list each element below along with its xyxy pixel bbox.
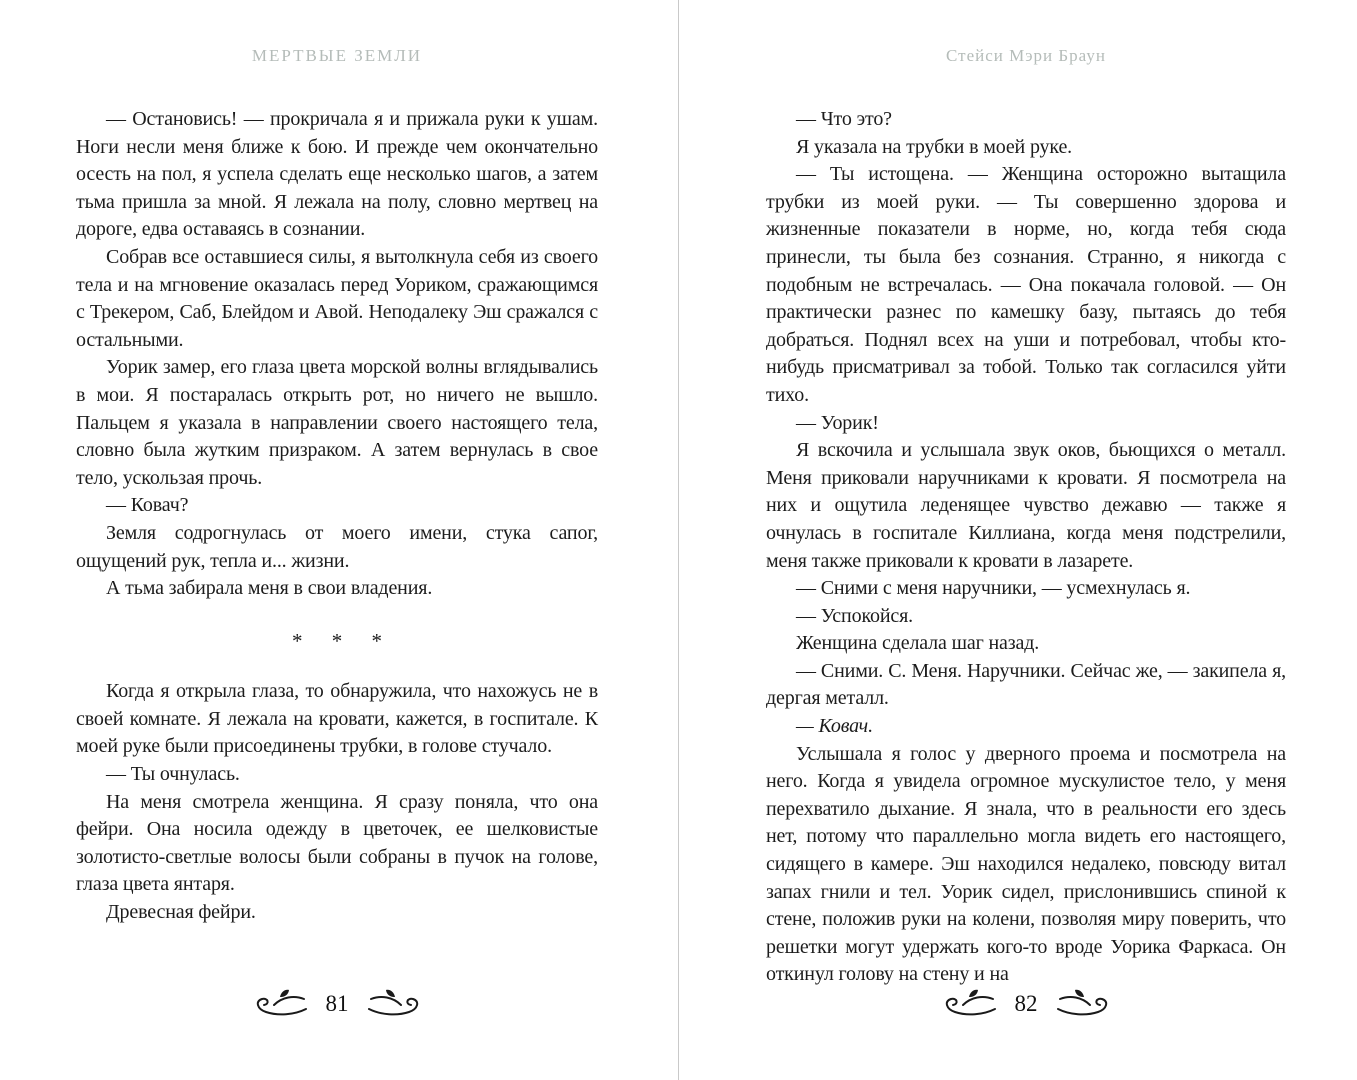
left-page-text [76, 106, 598, 927]
paragraph: — Ты истощена. — Женщина осторожно вытащила трубки из моей руки. — Ты совершенно здорова и жизненные показатели в норме, но, когда тебя сюда принесли, ты была без сознания. Странно, я никогда с подобным не встречалась. — Она покачала головой. — Он практически разнес по камешку базу, пытаясь до тебя добраться. Поднял всех на уши и потребовал, чтобы кто-нибудь присматривал за тобой. Только так согласился уйти тихо. [766, 163, 1286, 406]
paragraph: Я вскочила и услышала звук оков, бьющихся о металл. Меня приковали наручниками к кровати. Я посмотрела на них и ощутила леденящее чувство дежавю — также я очнулась в госпитале Киллиана, когда меня подстрелили, меня также приковали к кровати в лазарете. [766, 439, 1286, 572]
paragraph: — Успокойся. [796, 604, 914, 627]
right-page [766, 46, 1286, 989]
paragraph: — Сними. С. Меня. Наручники. Сейчас же, — закипела я, дергая металл. [766, 659, 1286, 710]
right-page-footer [766, 986, 1286, 1022]
scene-break: * * * [292, 628, 382, 653]
left-page-footer [76, 986, 598, 1022]
paragraph: Женщина сделала шаг назад. [796, 632, 1040, 655]
paragraph: Когда я открыла глаза, то обнаружила, что нахожусь не в своей комнате. Я лежала на кровати, кажется, в госпитале. К моей руке были присоединены трубки, в голове стучало. [76, 680, 598, 758]
page-number: 81 [325, 991, 349, 1016]
paragraph: Услышала я голос у дверного проема и посмотрела на него. Когда я увидела огромное мускулистое тело, у меня перехватило дыхание. Я знала, что в реальности его здесь нет, потому что параллельно могла видеть его настоящего, сидящего в камере. Эш находился недалеко, повсюду витал запах гнили и тел. Уорик сидел, прислонившись спиной к стене, положив руки на колени, позволяя миру поверить, что решетки могут удержать кого-то вроде Уорика Фаркаса. Он откинул голову на стену и на [766, 742, 1286, 986]
page-number: 82 [1014, 991, 1038, 1016]
left-page [76, 46, 598, 927]
right-page-text [766, 106, 1286, 989]
paragraph: — Ты очнулась. [106, 763, 240, 786]
paragraph: — Сними с меня наручники, — усмехнулась я. [796, 577, 1191, 600]
running-head-author: Стейси Мэри Браун [946, 46, 1106, 65]
flourish-right-icon [365, 989, 423, 1019]
paragraph: — Остановись! — прокричала я и прижала руки к ушам. Ноги несли меня ближе к бою. И прежде чем окончательно осесть на пол, я успела сделать еще несколько шагов, а затем тьма пришла за мной. Я лежала на полу, словно мертвец на дороге, едва оставаясь в сознании. [76, 108, 598, 241]
paragraph: — Ковач? [106, 494, 189, 517]
paragraph: — Ковач. [796, 715, 873, 738]
flourish-left-icon [941, 989, 999, 1019]
paragraph: А тьма забирала меня в свои владения. [106, 577, 433, 600]
paragraph: На меня смотрела женщина. Я сразу поняла, что она фейри. Она носила одежду в цветочек, ее шелковистые золотисто-светлые волосы были собраны в пучок на голове, глаза цвета янтаря. [76, 790, 598, 896]
paragraph: Я указала на трубки в моей руке. [796, 135, 1073, 158]
paragraph: Уорик замер, его глаза цвета морской волны вглядывались в мои. Я постаралась открыть рот, но ничего не вышло. Пальцем я указала в направлении своего настоящего тела, словно была жутким призраком. А затем вернулась в свое тело, ускользая прочь. [76, 356, 598, 489]
paragraph: — Что это? [796, 108, 892, 130]
paragraph: — Уорик! [796, 411, 879, 434]
paragraph: Собрав все оставшиеся силы, я вытолкнула себя из своего тела и на мгновение оказалась перед Уориком, сражающимся с Трекером, Саб, Блейдом и Авой. Неподалеку Эш сражался с остальными. [76, 245, 598, 351]
flourish-left-icon [252, 989, 310, 1019]
running-head-book-title: МЕРТВЫЕ ЗЕМЛИ [251, 46, 423, 65]
flourish-right-icon [1054, 989, 1112, 1019]
page-divider [678, 0, 679, 1080]
paragraph: Древесная фейри. [106, 901, 256, 924]
paragraph: Земля содрогнулась от моего имени, стука сапог, ощущений рук, тепла и... жизни. [76, 521, 598, 572]
